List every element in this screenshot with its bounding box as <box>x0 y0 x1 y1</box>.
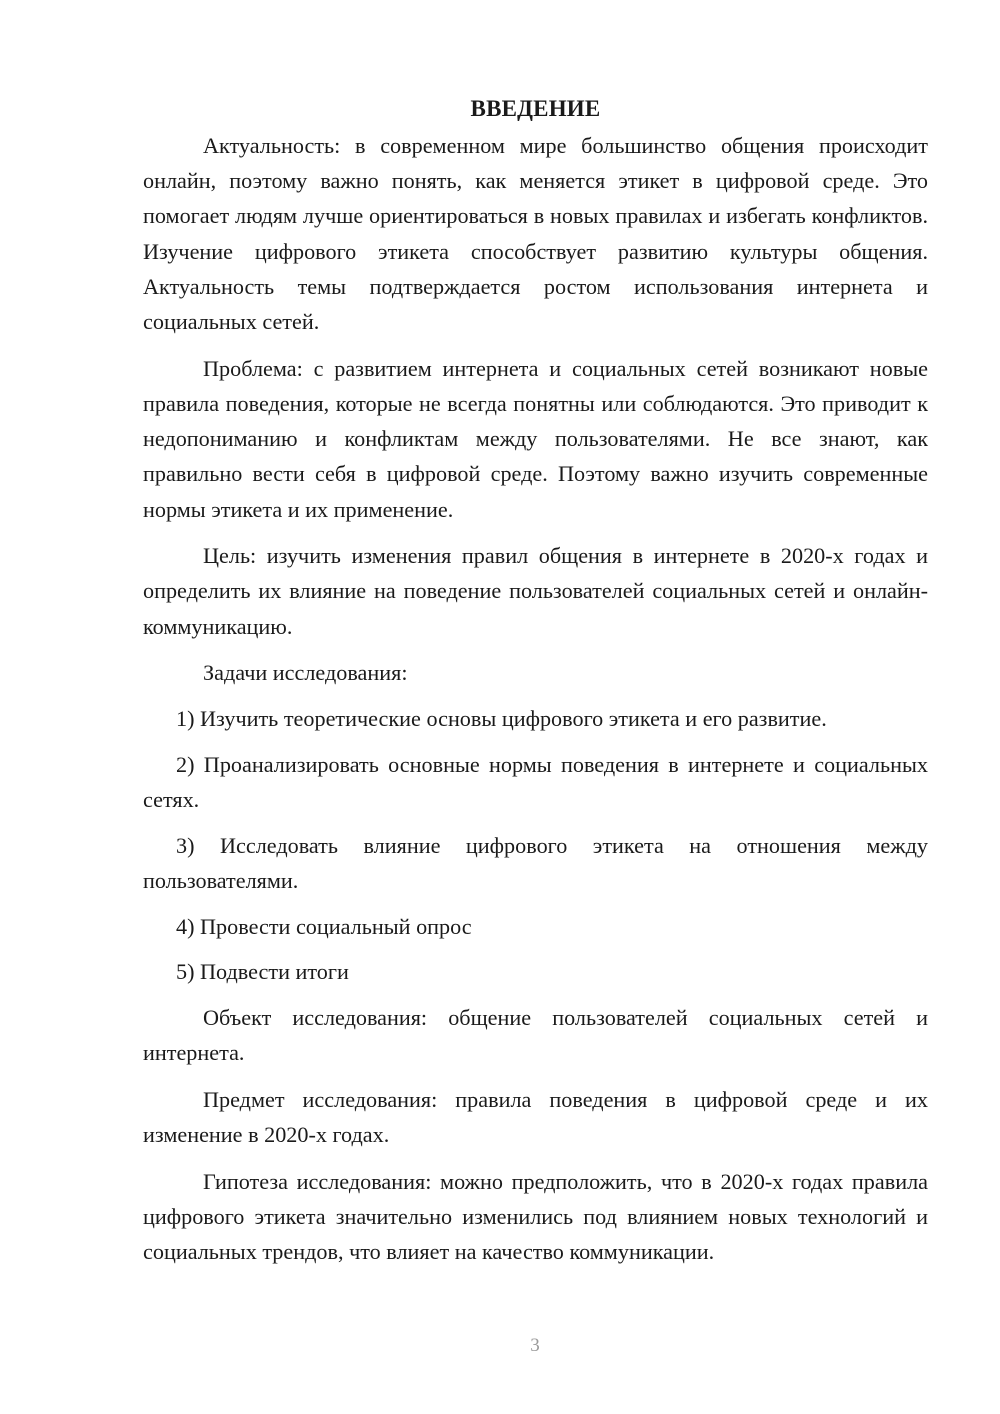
task-item: 3) Исследовать влияние цифрового этикета на отношения между пользователями. <box>143 832 928 893</box>
object-paragraph: Объект исследования: общение пользователей социальных сетей и интернета. <box>143 1004 928 1066</box>
tasks-heading: Задачи исследования: <box>203 660 408 686</box>
relevance-paragraph: Актуальность: в современном мире большинство общения происходит онлайн, поэтому важно понять, как меняется этикет в цифровой среде. Это помогает людям лучше ориентироваться в новых правилах и избегать конфликтов. Изучение цифрового этикета способствует развитию культуры общения. Актуальность темы подтверждается ростом использования интернета и социальных сетей. <box>143 133 928 335</box>
task-item: 5) Подвести итоги <box>176 959 349 985</box>
tasks-list <box>143 701 928 989</box>
page-title: ВВЕДЕНИЕ <box>470 96 601 121</box>
hypothesis-paragraph: Гипотеза исследования: можно предположить, что в 2020-х годах правила цифрового этикета значительно изменились под влиянием новых технологий и социальных трендов, что влияет на качество коммуникации. <box>143 1168 928 1265</box>
subject-paragraph: Предмет исследования: правила поведения в цифровой среде и их изменение в 2020-х годах. <box>143 1086 928 1148</box>
page-body <box>143 91 928 1281</box>
page-number: 3 <box>530 1335 540 1356</box>
goal-paragraph: Цель: изучить изменения правил общения в интернете в 2020-х годах и определить их влияние на поведение пользователей социальных сетей и онлайн-коммуникацию. <box>143 543 928 639</box>
problem-paragraph: Проблема: с развитием интернета и социальных сетей возникают новые правила поведения, которые не всегда понятны или соблюдаются. Это приводит к недопониманию и конфликтам между пользователями. Не все знают, как правильно вести себя в цифровой среде. Поэтому важно изучить современные нормы этикета и их применение. <box>143 355 928 522</box>
task-item: 1) Изучить теоретические основы цифрового этикета и его развитие. <box>176 706 827 732</box>
task-item: 2) Проанализировать основные нормы поведения в интернете и социальных сетях. <box>143 751 928 812</box>
task-item: 4) Провести социальный опрос <box>176 913 472 939</box>
